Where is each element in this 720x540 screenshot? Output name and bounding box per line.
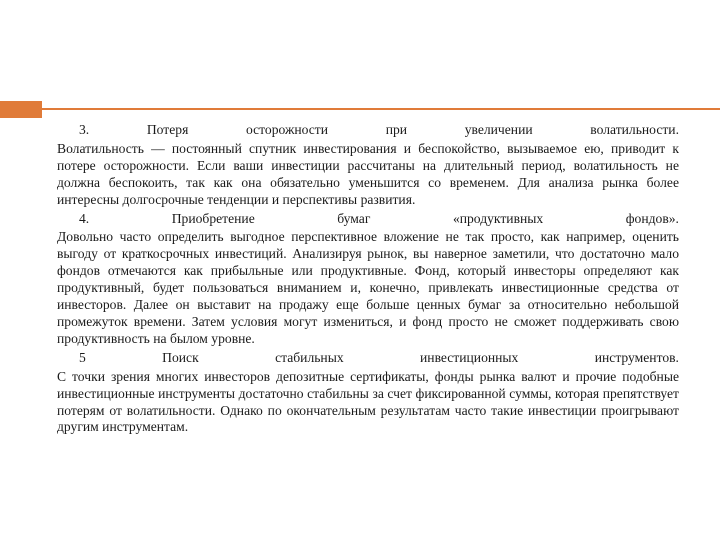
heading-word: фондов». bbox=[625, 210, 679, 226]
item-text-3: Волатильность — постоянный спутник инвестирования и беспокойство, вызываемое ею, приводит к потере осторожности. Если ваши инвестиции рассчитаны на длительный период, волатильность не должна беспокоить, так как она обязательно уменьшится со временем. Для анализа рынка более интересны долгосрочные тенденции и перспективы развития. bbox=[57, 140, 679, 207]
heading-word: волатильности. bbox=[590, 122, 679, 137]
heading-word: при bbox=[385, 122, 408, 137]
heading-word: стабильных bbox=[275, 349, 344, 365]
heading-word: инструментов. bbox=[594, 349, 679, 365]
heading-word: Поиск bbox=[162, 349, 199, 365]
slide-body bbox=[57, 122, 679, 436]
item-text-4: Довольно часто определить выгодное перспективное вложение не так просто, как например, оценить выгоду от краткосрочных инвестиций. Анализируя рынок, вы наверное заметили, что достаточно мало фондов отмечаются как прибыльные или продуктивные. Фонд, который инвесторы определяют как продуктивный, будет пользоваться вниманием и, конечно, привлекать инвестиционные средства от инвесторов. Далее он выставит на продажу еще больше ценных бумаг за относительно небольшой промежуток времени. Затем условия могут измениться, и фонд просто не сможет поддерживать свою продуктивность на былом уровне. bbox=[57, 229, 679, 346]
heading-word: Потеря bbox=[146, 122, 189, 137]
heading-word: 4. bbox=[79, 210, 90, 226]
heading-word: «продуктивных bbox=[452, 210, 544, 226]
heading-word: инвестиционных bbox=[420, 349, 519, 365]
heading-word: 3. bbox=[79, 122, 90, 137]
item-heading-3 bbox=[57, 122, 679, 139]
heading-word: увеличении bbox=[464, 122, 533, 137]
item-heading-5 bbox=[57, 350, 679, 367]
heading-word: бумаг bbox=[337, 210, 371, 226]
title-accent-block bbox=[0, 101, 41, 118]
heading-word: 5 bbox=[79, 349, 86, 365]
heading-word: Приобретение bbox=[171, 210, 255, 226]
heading-word: осторожности bbox=[245, 122, 329, 137]
item-text-5: С точки зрения многих инвесторов депозитные сертификаты, фонды рынка валют и прочие подобные инвестиционные инструменты достаточно стабильны за счет фиксированной суммы, которая препятствует потерям от волатильности. Однако по окончательным результатам часто такие инвестиции проигрывают другим инструментам. bbox=[57, 368, 679, 435]
item-heading-4 bbox=[57, 211, 679, 228]
title-accent-rule bbox=[41, 108, 720, 110]
